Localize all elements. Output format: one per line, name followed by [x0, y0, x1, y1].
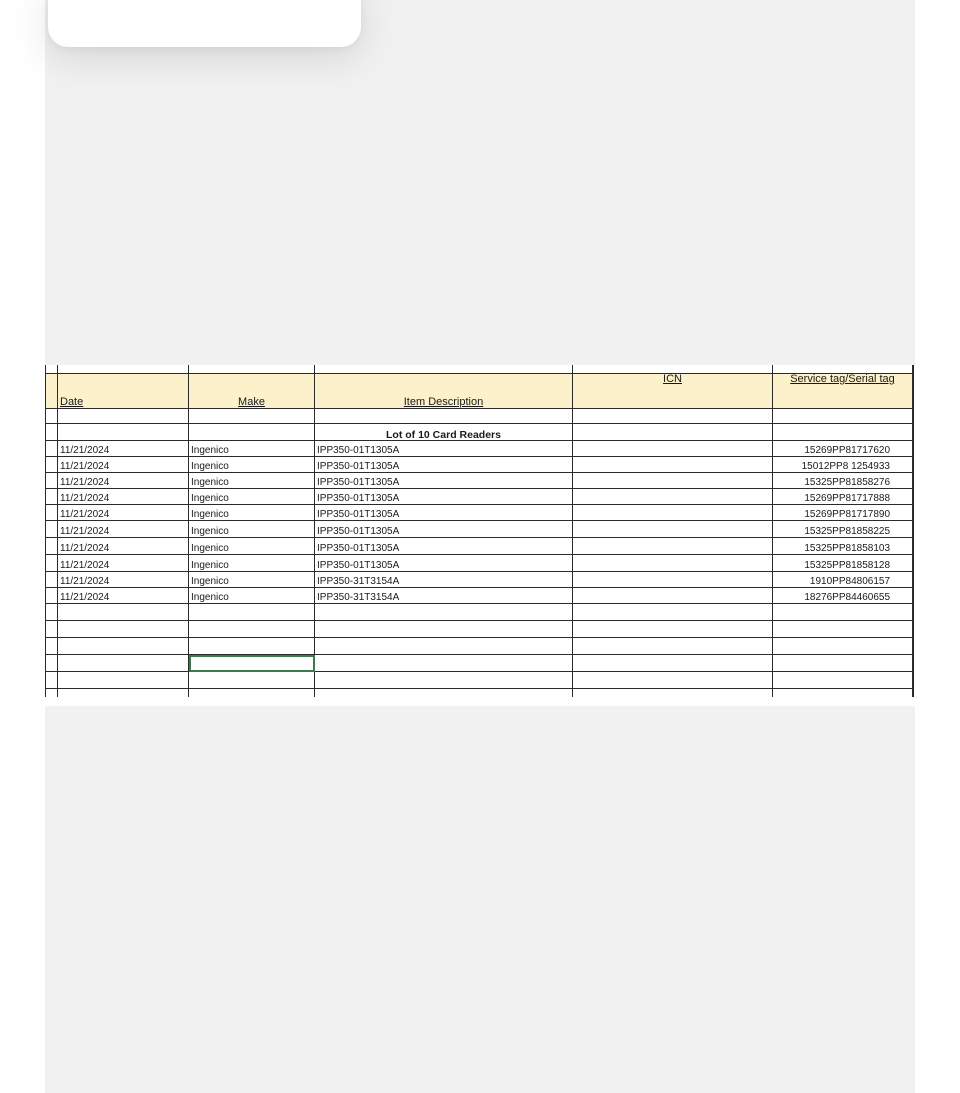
cell-icn[interactable]: [573, 505, 773, 521]
empty-cell[interactable]: [58, 604, 189, 621]
section-label[interactable]: Lot of 10 Card Readers: [315, 424, 573, 441]
table-row: [46, 489, 914, 505]
empty-cell[interactable]: [773, 638, 913, 655]
cell-make[interactable]: Ingenico: [189, 489, 315, 505]
empty-row: [46, 604, 914, 621]
cell-description[interactable]: IPP350-01T1305A: [315, 505, 573, 521]
header-icn[interactable]: ICN: [573, 374, 773, 409]
empty-row: [46, 655, 914, 672]
cell-description[interactable]: IPP350-31T3154A: [315, 588, 573, 604]
cell-description[interactable]: IPP350-01T1305A: [315, 521, 573, 538]
table-row: [46, 521, 914, 538]
empty-row: [46, 672, 914, 689]
cell-date[interactable]: 11/21/2024: [58, 572, 189, 588]
blank-row: [46, 409, 914, 424]
cell-icn[interactable]: [573, 521, 773, 538]
header-service-tag[interactable]: Service tag/Serial tag: [773, 374, 913, 409]
table-row: [46, 538, 914, 555]
empty-cell[interactable]: [773, 655, 913, 672]
empty-cell[interactable]: [58, 672, 189, 689]
cell-serial[interactable]: 15325PP81858128: [773, 555, 913, 572]
empty-cell[interactable]: [573, 621, 773, 638]
cell-make[interactable]: Ingenico: [189, 441, 315, 457]
table-row: [46, 555, 914, 572]
cell-icn[interactable]: [573, 588, 773, 604]
cell-serial[interactable]: 15269PP81717888: [773, 489, 913, 505]
cell-serial[interactable]: 1910PP84806157: [773, 572, 913, 588]
cell-make[interactable]: Ingenico: [189, 555, 315, 572]
empty-row: [46, 621, 914, 638]
empty-cell[interactable]: [573, 672, 773, 689]
cell-description[interactable]: IPP350-01T1305A: [315, 441, 573, 457]
table-row: [46, 441, 914, 457]
cell-make[interactable]: Ingenico: [189, 473, 315, 489]
cell-date[interactable]: 11/21/2024: [58, 538, 189, 555]
cell-date[interactable]: 11/21/2024: [58, 588, 189, 604]
cell-date[interactable]: 11/21/2024: [58, 489, 189, 505]
gutter-cell: [46, 672, 58, 689]
cell-icn[interactable]: [573, 555, 773, 572]
empty-cell[interactable]: [315, 621, 573, 638]
tail-row: [46, 689, 914, 698]
empty-cell[interactable]: [58, 655, 189, 672]
cell-description[interactable]: IPP350-01T1305A: [315, 489, 573, 505]
empty-cell[interactable]: [189, 672, 315, 689]
table-row: [46, 473, 914, 489]
cell-serial[interactable]: 15269PP81717890: [773, 505, 913, 521]
cell-make[interactable]: Ingenico: [189, 538, 315, 555]
gutter-cell: [46, 655, 58, 672]
empty-cell[interactable]: [315, 655, 573, 672]
cell-description[interactable]: IPP350-01T1305A: [315, 538, 573, 555]
empty-row: [46, 638, 914, 655]
edge-cell: [913, 604, 914, 621]
inventory-table: [45, 365, 914, 697]
empty-cell[interactable]: [573, 638, 773, 655]
header-date[interactable]: Date: [58, 374, 189, 409]
empty-cell[interactable]: [773, 672, 913, 689]
popup-card: [48, 0, 361, 47]
cell-serial[interactable]: 15269PP81717620: [773, 441, 913, 457]
edge-cell: [913, 672, 914, 689]
cell-serial[interactable]: 15325PP81858225: [773, 521, 913, 538]
cell-make[interactable]: Ingenico: [189, 572, 315, 588]
cell-serial[interactable]: 18276PP84460655: [773, 588, 913, 604]
empty-cell[interactable]: [315, 638, 573, 655]
cell-date[interactable]: 11/21/2024: [58, 555, 189, 572]
cell-date[interactable]: 11/21/2024: [58, 505, 189, 521]
cell-icn[interactable]: [573, 489, 773, 505]
cell-icn[interactable]: [573, 538, 773, 555]
cell-make[interactable]: Ingenico: [189, 505, 315, 521]
cell-icn[interactable]: [573, 441, 773, 457]
header-row: [46, 374, 914, 409]
gutter-cell: [46, 621, 58, 638]
empty-cell[interactable]: [189, 604, 315, 621]
cell-serial[interactable]: 15012PP8 1254933: [773, 457, 913, 473]
table-row: [46, 505, 914, 521]
empty-cell[interactable]: [315, 672, 573, 689]
cell-make[interactable]: Ingenico: [189, 588, 315, 604]
cell-date[interactable]: 11/21/2024: [58, 521, 189, 538]
empty-cell[interactable]: [573, 604, 773, 621]
table-row: [46, 572, 914, 588]
section-row: [46, 424, 914, 441]
selected-cell[interactable]: [189, 655, 315, 672]
header-item-description[interactable]: Item Description: [315, 374, 573, 409]
empty-cell[interactable]: [58, 638, 189, 655]
cell-date[interactable]: 11/21/2024: [58, 473, 189, 489]
gutter-cell: [46, 604, 58, 621]
cell-icn[interactable]: [573, 457, 773, 473]
edge-cell: [913, 655, 914, 672]
cell-serial[interactable]: 15325PP81858276: [773, 473, 913, 489]
cell-description[interactable]: IPP350-31T3154A: [315, 572, 573, 588]
cell-icn[interactable]: [573, 572, 773, 588]
cell-description[interactable]: IPP350-01T1305A: [315, 473, 573, 489]
empty-cell[interactable]: [773, 621, 913, 638]
cell-icn[interactable]: [573, 473, 773, 489]
empty-cell[interactable]: [58, 621, 189, 638]
cell-make[interactable]: Ingenico: [189, 521, 315, 538]
edge-cell: [913, 621, 914, 638]
empty-cell[interactable]: [573, 655, 773, 672]
edge-cell: [913, 638, 914, 655]
header-make[interactable]: Make: [189, 374, 315, 409]
cell-date[interactable]: 11/21/2024: [58, 441, 189, 457]
cell-description[interactable]: IPP350-01T1305A: [315, 555, 573, 572]
top-strip-row: [46, 365, 914, 374]
table-row: [46, 457, 914, 473]
cell-date[interactable]: 11/21/2024: [58, 457, 189, 473]
spreadsheet-image: [45, 365, 915, 706]
gutter-cell: [46, 638, 58, 655]
cell-make[interactable]: Ingenico: [189, 457, 315, 473]
empty-cell[interactable]: [189, 638, 315, 655]
empty-cell[interactable]: [773, 604, 913, 621]
cell-serial[interactable]: 15325PP81858103: [773, 538, 913, 555]
table-row: [46, 588, 914, 604]
empty-cell[interactable]: [315, 604, 573, 621]
empty-cell[interactable]: [189, 621, 315, 638]
cell-description[interactable]: IPP350-01T1305A: [315, 457, 573, 473]
